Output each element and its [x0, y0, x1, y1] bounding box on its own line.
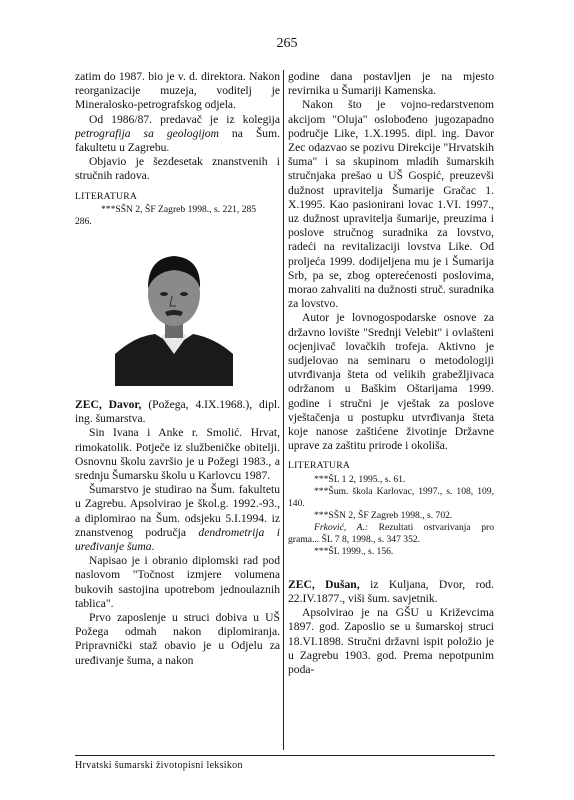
footer-rule — [75, 755, 495, 756]
paragraph: Autor je lovnogospodarske osnove za državno lovište "Srednji Velebit" i ovlašteni ocjenjivač lovačkih trofeja. Aktivno je sudjelovao na seminaru o metodologiji utvrđivanja šteta od velikih grabežljivaca održanom u Baškim Oštarijama 1999. godine i stručni je vještak za poslove vještačenja u postupku utvrđivanja šteta koje nanose zaštićene životinje Državne uprave za zaštitu prirode i okoliša. — [288, 311, 494, 453]
paragraph: Nakon što je vojno-redarstvenom akcijom "Oluja" oslobođeno jugozapadno područje Like, 1.X.1995. dipl. ing. Davor Zec odazvao se pozivu Direkcije "Hrvatskih šuma" i sa skupinom mladih šumarskih stručnjaka prešao u UŠ Gospić, preuzevši dužnost upravitelja Šumarije Gračac 1. X.1995. Kao pasionirani lovac 1.VI. 1997., uz dužnost upravitelja šumarije, preuzima i poslove stručnog suradnika za lovstvo, radeći na revitalizaciji lovstva Like. Od proljeća 1999. dodijeljena mu je i Šumarija Srb, pa se, zbog opterećenosti poslovima, morao zahvaliti na dužnosti struč. suradnika za lovstvo. — [288, 98, 494, 311]
paragraph: Sin Ivana i Anke r. Smolić. Hrvat, rimokatolik. Potječe iz službeničke obitelji. Osnovnu školu završio je u Požegi 1983., a srednju Šumarsku školu u Karlovcu 1987. — [75, 426, 280, 483]
literature-item: ***Šum. škola Karlovac, 1997., s. 108, 109, 140. — [288, 485, 494, 509]
literature-item: Frković, A.: Rezultati ostvarivanja pro grama... ŠL 7 8, 1998., s. 347 352. — [288, 521, 494, 545]
paragraph: Šumarstvo je studirao na Šum. fakultetu u Zagrebu. Apsolvirao je škol.g. 1992.-93., a diplomirao na Šum. odsjeku 5.I.1994. iz znanstvenog područja dendrometrija i uređivanje šuma. — [75, 483, 280, 554]
paragraph: Napisao je i obranio diplomski rad pod naslovom "Točnost izmjere volumena bukovih sastojina upotrebom jednoulaznih tablica". — [75, 554, 280, 610]
right-column — [288, 70, 494, 677]
literature-heading: LITERATURA — [288, 460, 351, 472]
literature-item: 286. — [75, 215, 92, 227]
literature-heading: LITERATURA — [75, 190, 138, 202]
paragraph: Prvo zaposlenje u struci dobiva u UŠ Požega odmah nakon diplomiranja. Pripravnički staž obavio je u Odjelu za uređivanje šuma, a nakon — [75, 611, 280, 667]
page-number: 265 — [276, 36, 298, 51]
literature-item: ***ŠL 1 2, 1995., s. 61. — [314, 473, 406, 485]
column-divider — [283, 70, 284, 750]
paragraph: godine dana postavljen je na mjesto revirnika u Šumariji Kamenska. — [288, 70, 494, 98]
entry-heading: ZEC, Davor, (Požega, 4.IX.1968.), dipl. ing. šumarstva. — [75, 398, 280, 426]
literature-item: ***SŠN 2, ŠF Zagreb 1998., s. 702. — [314, 509, 453, 521]
footer-text: Hrvatski šumarski životopisni leksikon — [75, 760, 243, 771]
literature-item: ***ŠL 1999., s. 156. — [314, 545, 394, 557]
entry-heading: ZEC, Dušan, iz Kuljana, Dvor, rod. 22.IV.1877., viši šum. savjetnik. — [288, 577, 494, 605]
portrait-photo — [115, 236, 233, 386]
paragraph: zatim do 1987. bio je v. d. direktora. Nakon reorganizacije muzeja, voditelj je Mineralosko-petrografskog odjela. — [75, 70, 280, 112]
literature-item: ***SŠN 2, ŠF Zagreb 1998., s. 221, 285 — [101, 203, 257, 215]
paragraph: Objavio je šezdesetak znanstvenih i stručnih radova. — [75, 155, 280, 183]
paragraph: Apsolvirao je na GŠU u Križevcima 1897. god. Zaposlio se u šumarskoj struci 18.VI.1898. Stručni državni ispit položio je u Zagrebu 1903. god. Prema nepotpunim poda- — [288, 606, 494, 676]
left-column — [75, 70, 280, 668]
paragraph: Od 1986/87. predavač je iz kolegija petrografija sa geologijom na Šum. fakultetu u Zagrebu. — [75, 112, 280, 155]
